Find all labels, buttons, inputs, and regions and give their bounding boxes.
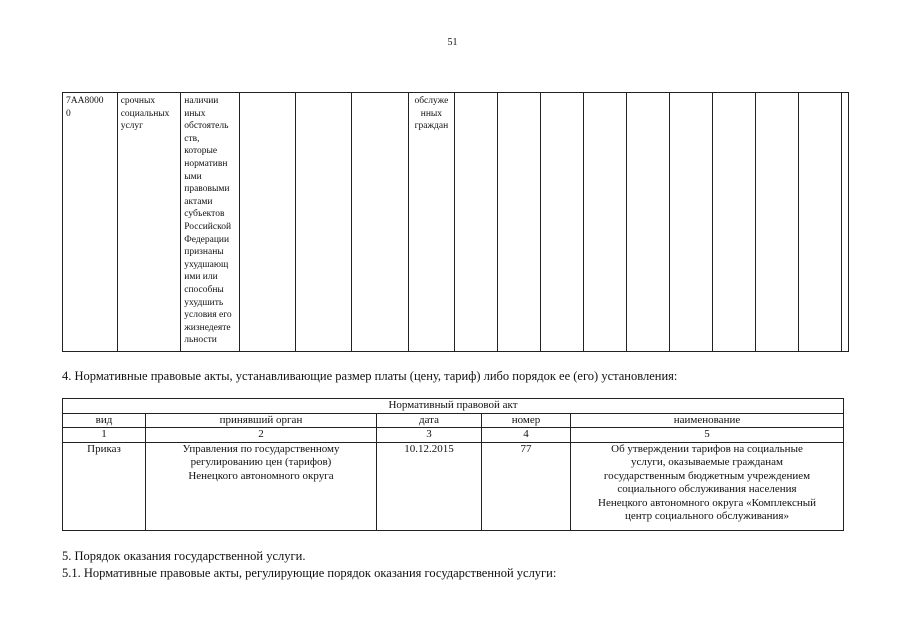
cell-text: Об утверждении тарифов на социальные услуги, оказываемые гражданам государственным бюджетным учреждением социального обслуживания населения Ненецкого автономного округа «Комплексный центр социального обслуживания» xyxy=(598,442,816,522)
act-date-cell: 10.12.2015 xyxy=(377,442,482,530)
column-number: 1 xyxy=(63,428,146,443)
act-authority-cell xyxy=(146,442,377,530)
table-cell xyxy=(541,93,584,352)
cell-text: наличии иных обстоятель ств, которые нормативн ыми правовыми актами субъектов Российской Федерации признаны ухудшающ ими или способны ухудшить условия его жизнедеяте льности xyxy=(184,96,232,346)
table-cell xyxy=(842,93,849,352)
column-number: 3 xyxy=(377,428,482,443)
table-cell xyxy=(455,93,498,352)
section-4-heading: 4. Нормативные правовые акты, устанавливающие размер платы (цену, тариф) либо порядок ее (его) установления: xyxy=(62,369,678,383)
table-title: Нормативный правовой акт xyxy=(63,399,844,414)
column-header-number: номер xyxy=(482,413,571,428)
table-row xyxy=(63,93,849,352)
column-number: 4 xyxy=(482,428,571,443)
table-title-row xyxy=(63,399,844,414)
table-cell xyxy=(712,93,755,352)
table-row xyxy=(63,442,844,530)
act-type-cell: Приказ xyxy=(63,442,146,530)
table-cell xyxy=(755,93,798,352)
column-number: 2 xyxy=(146,428,377,443)
table-cell xyxy=(239,93,295,352)
table-cell xyxy=(584,93,627,352)
service-indicators-table xyxy=(62,92,849,352)
act-number-cell: 77 xyxy=(482,442,571,530)
column-header-name: наименование xyxy=(571,413,844,428)
cell-text: обслуже нных граждан xyxy=(414,96,449,132)
table-cell xyxy=(352,93,408,352)
table-header-row xyxy=(63,413,844,428)
column-number: 5 xyxy=(571,428,844,443)
cell-text: Управления по государственному регулированию цен (тарифов) Ненецкого автономного округа xyxy=(182,442,340,482)
table-number-row xyxy=(63,428,844,443)
table-cell-code xyxy=(63,93,118,352)
table-cell xyxy=(669,93,712,352)
legal-acts-table xyxy=(62,398,844,531)
table-cell-service xyxy=(117,93,181,352)
column-header-date: дата xyxy=(377,413,482,428)
section-5-heading: 5. Порядок оказания государственной услуги. xyxy=(62,549,306,563)
section-5-1-heading: 5.1. Нормативные правовые акты, регулирующие порядок оказания государственной услуги: xyxy=(62,566,557,580)
table-cell xyxy=(296,93,352,352)
cell-text: срочных социальных услуг xyxy=(120,96,170,132)
table-cell-unit xyxy=(408,93,455,352)
page-number: 51 xyxy=(447,37,458,48)
column-header-authority: принявший орган xyxy=(146,413,377,428)
table-cell xyxy=(798,93,841,352)
table-cell xyxy=(498,93,541,352)
table-cell-condition xyxy=(181,93,240,352)
column-header-type: вид xyxy=(63,413,146,428)
act-name-cell xyxy=(571,442,844,530)
table-cell xyxy=(627,93,670,352)
cell-text: 7АА8000 0 xyxy=(66,96,104,119)
